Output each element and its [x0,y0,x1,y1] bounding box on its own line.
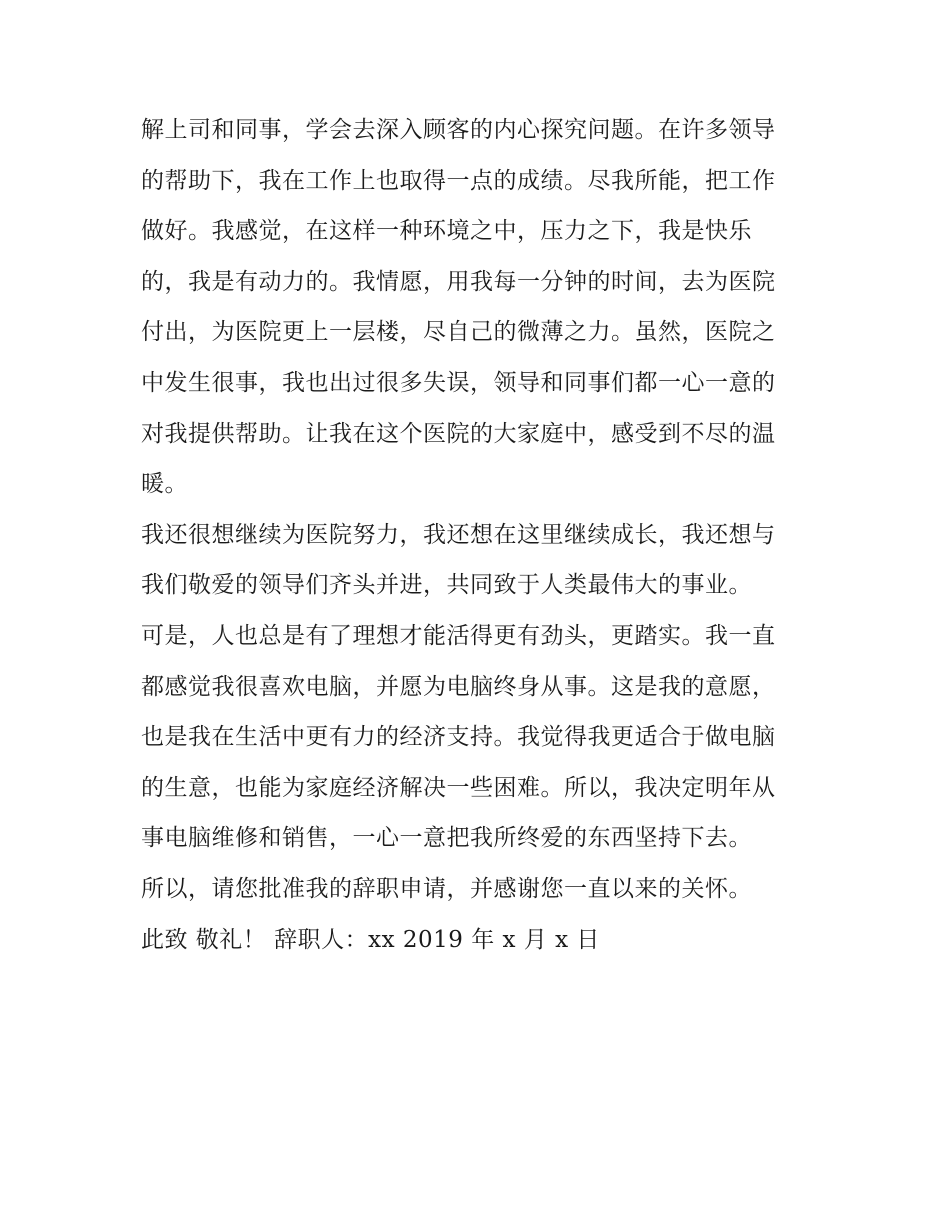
text-line: 做好。我感觉，在这样一种环境之中，压力之下，我是快乐 [141,218,752,245]
text-line: 我们敬爱的领导们齐头并进，共同致于人类最伟大的事业。 [141,572,752,599]
text-line: 的生意，也能为家庭经济解决一些困难。所以，我决定明年从 [141,774,776,801]
text-line: 暖。 [141,471,188,498]
text-line: 付出，为医院更上一层楼，尽自己的微薄之力。虽然，医院之 [141,319,776,346]
closing-signature-line: 此致 敬礼！ 辞职人：xx 2019 年 x 月 x 日 [141,926,600,953]
text-line: 可是，人也总是有了理想才能活得更有劲头，更踏实。我一直 [141,622,776,649]
text-line: 所以，请您批准我的辞职申请，并感谢您一直以来的关怀。 [141,875,752,902]
text-line: 的帮助下，我在工作上也取得一点的成绩。尽我所能，把工作 [141,167,776,194]
text-line: 对我提供帮助。让我在这个医院的大家庭中，感受到不尽的温 [141,420,776,447]
resignation-letter-body [141,105,821,965]
text-line: 都感觉我很喜欢电脑，并愿为电脑终身从事。这是我的意愿， [141,673,776,700]
text-line: 解上司和同事，学会去深入顾客的内心探究问题。在许多领导 [141,117,776,143]
text-line: 中发生很事，我也出过很多失误，领导和同事们都一心一意的 [141,369,776,396]
text-line: 也是我在生活中更有力的经济支持。我觉得我更适合于做电脑 [141,724,776,751]
text-line: 我还很想继续为医院努力，我还想在这里继续成长，我还想与 [141,521,776,548]
text-line: 的，我是有动力的。我情愿，用我每一分钟的时间，去为医院 [141,268,776,295]
text-line: 事电脑维修和销售，一心一意把我所终爱的东西坚持下去。 [141,825,752,852]
